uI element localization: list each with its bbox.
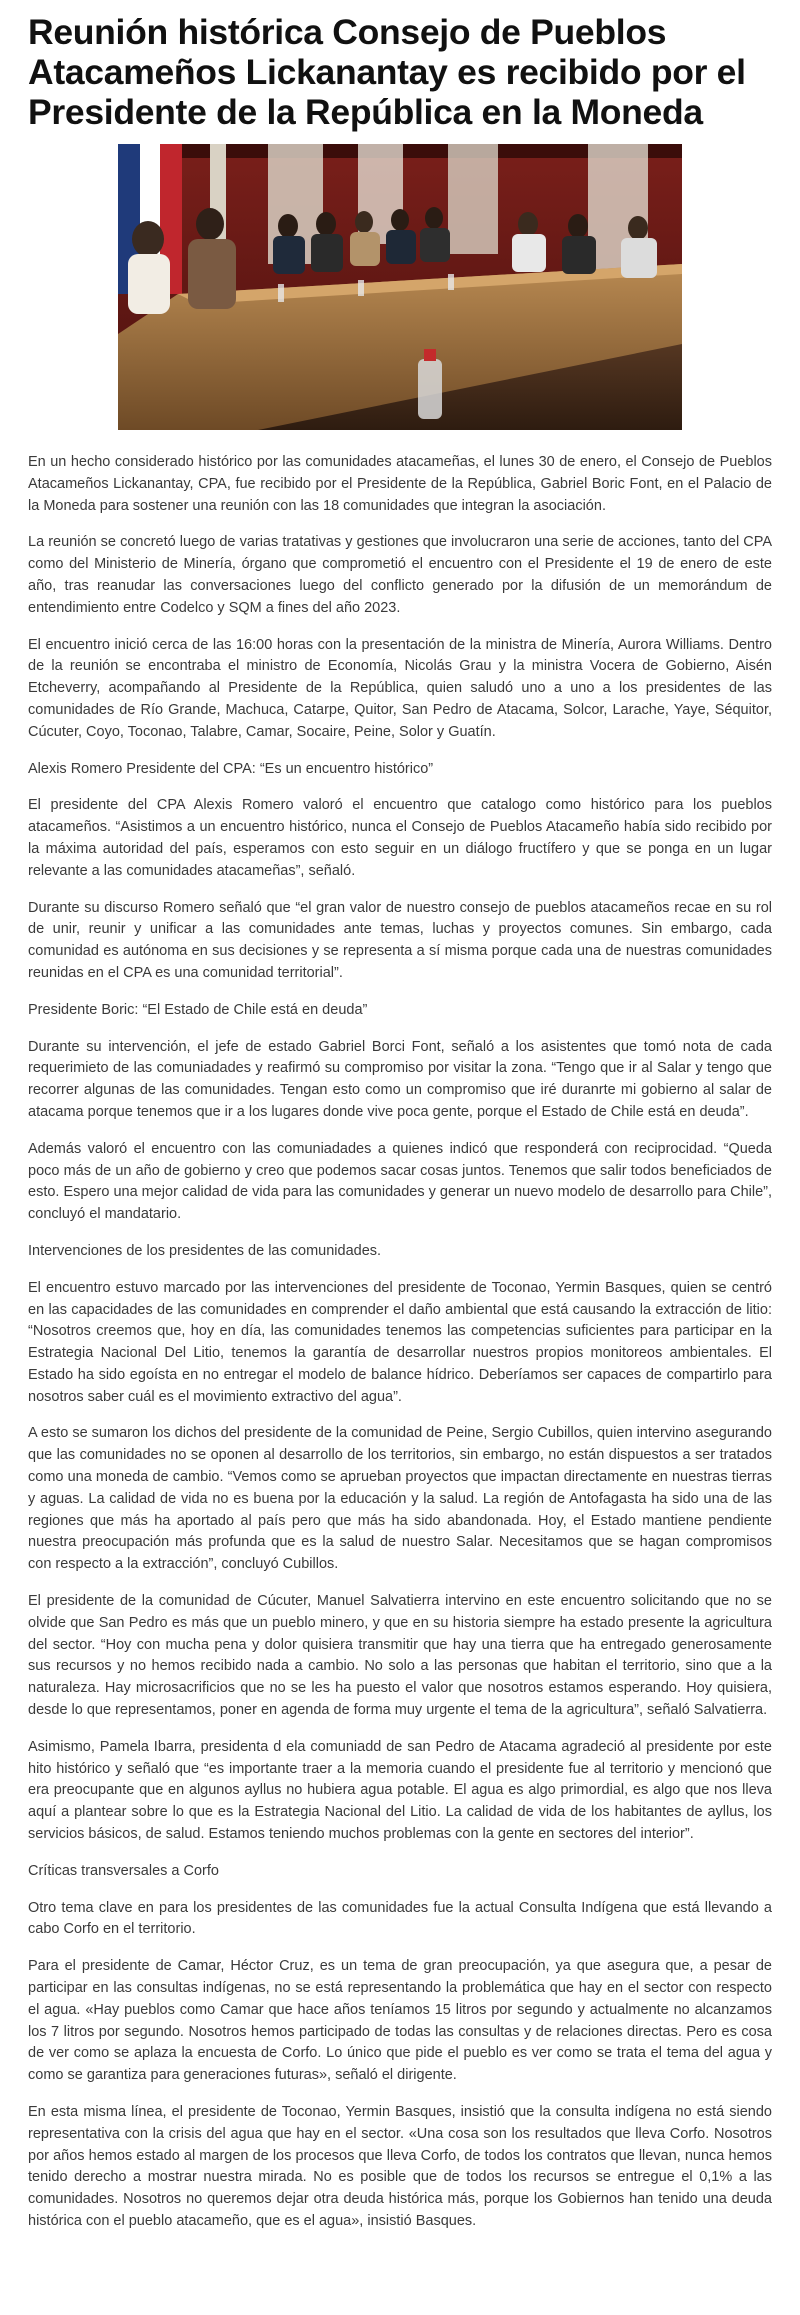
meeting-photo — [118, 144, 682, 430]
paragraph: El encuentro inició cerca de las 16:00 horas con la presentación de la ministra de Minería, Aurora Williams. Dentro de la reunión se encontraba el ministro de Economía, Nicolás Grau y la ministra Vocera de Gobierno, Aisén Etcheverry, acompañando al Presidente de la República, quien saludó uno a uno a los presidentes de las comunidades de Río Grande, Machuca, Catarpe, Quitor, San Pedro de Atacama, Solcor, Larache, Yaye, Séquitor, Cúcuter, Coyo, Toconao, Talabre, Camar, Socaire, Peine, Solor y Guatín. — [28, 636, 772, 740]
article-title: Reunión histórica Consejo de Pueblos Atacameños Lickanantay es recibido por el Presidente de la República en la Moneda — [28, 12, 746, 132]
section-heading: Alexis Romero Presidente del CPA: “Es un encuentro histórico” — [28, 760, 434, 777]
paragraph: Asimismo, Pamela Ibarra, presidenta d ela comuniadd de san Pedro de Atacama agradeció al presidente por este hito histórico y señaló que “es importante traer a la memoria cuando el presidente fue al territorio y mencionó que era preocupante que en algunos ayllus no hubiera agua potable. El agua es algo primordial, es algo que nos lleva aquí a plantear sobre lo que es la Estrategia Nacional del Litio. La calidad de vida de los habitantes de ayllus, los servicios básicos, de salud. Estamos teniendo muchos problemas con la gente en sectores del interior”. — [28, 1738, 772, 1843]
article-body — [28, 452, 772, 2233]
section-heading: Críticas transversales a Corfo — [28, 1862, 219, 1879]
paragraph: El encuentro estuvo marcado por las intervenciones del presidente de Toconao, Yermin Basques, quien se centró en las capacidades de las comunidades en comprender el daño ambiental que está causando la extracción de litio: “Nosotros creemos que, hoy en día, las comunidades tenemos las competencias suficientes para participar en la Estrategia Nacional Del Litio, tenemos la garantía de desarrollar nuestros propios monitoreos ambientales. El Estado ha sido egoísta en no entregar el modelo de balance hídrico. Deberíamos ser capaces de compartirlo para nosotros saber cuál es el movimiento extractivo del agua”. — [28, 1279, 772, 1405]
paragraph: A esto se sumaron los dichos del presidente de la comunidad de Peine, Sergio Cubillos, quien intervino asegurando que las comunidades no se oponen al desarrollo de los territorios, sin embargo, no están dispuestos a ser tratados como una moneda de cambio. “Vemos como se aprueban proyectos que impactan directamente en nuestras tierras y aguas. La calidad de vida no es buena por la educación y la salud. La región de Antofagasta ha sido una de las regiones que más ha aportado al país pero que más ha sido abandonada. Hoy, el Estado mantiene pendiente nuestra preocupación más profunda que es la salud de nuestro Salar. Necesitamos que se hagan compromisos con respecto a la extracción”, concluyó Cubillos. — [28, 1425, 772, 1573]
paragraph: Durante su intervención, el jefe de estado Gabriel Borci Font, señaló a los asistentes que tomó nota de cada requerimieto de las comuniadades y reafirmó su compromiso por visitar la zona. “Tengo que ir al Salar y tengo que recorrer algunas de las comunidades. Tengan esto como un compromiso que iré duranrte mi gobierno al salar de atacama porque tenemos que ir a los lugares donde vive poca gente, porque el Estado de Chile está en deuda”. — [28, 1038, 772, 1120]
paragraph: Además valoró el encuentro con las comuniadades a quienes indicó que responderá con reciprocidad. “Queda poco más de un año de gobierno y creo que podemos sacar cosas juntos. Tenemos que salir todos beneficiados de esto. Espero una mejor calidad de vida para las comunidades y generar un nuevo modelo de desarrollo para Chile”, concluyó el mandatario. — [28, 1140, 772, 1223]
paragraph: El presidente de la comunidad de Cúcuter, Manuel Salvatierra intervino en este encuentro solicitando que no se olvide que San Pedro es más que un pueblo minero, y que en su historia siempre ha estado presente la agricultura del sector. “Hoy con mucha pena y dolor quisiera transmitir que hay una tierra que ha entregado generosamente sus recursos y no hemos recibido nada a cambio. No solo a las personas que habitan el territorio, sino que a la naturaleza. Hay microsacrificios que no se les ha puesto el valor que nosotros estamos esperando. Hoy quisiera, desde lo que representamos, poner en agenda de forma muy urgente el tema de la agricultura”, señaló Salvatierra. — [28, 1593, 772, 1719]
paragraph: La reunión se concretó luego de varias tratativas y gestiones que involucraron una serie de acciones, tanto del CPA como del Ministerio de Minería, órgano que comprometió el encuentro con el Presidente el 19 de enero de este año, tras reanudar las conversaciones luego del conflicto generado por la difusión de un memorándum de entendimiento entre Codelco y SQM a fines del año 2023. — [28, 534, 772, 616]
section-heading: Presidente Boric: “El Estado de Chile está en deuda” — [28, 1001, 368, 1018]
paragraph: Durante su discurso Romero señaló que “el gran valor de nuestro consejo de pueblos atacameños recae en su rol de unir, reunir y unificar a las comunidades ante temas, luchas y proyectos comunes. Sin embargo, cada comunidad es autónoma en sus decisiones y se representa a sí misma porque cada una de nuestras comunidades reunidas en el CPA es una comunidad territorial”. — [28, 899, 772, 981]
paragraph: Para el presidente de Camar, Héctor Cruz, es un tema de gran preocupación, ya que asegura que, a pesar de participar en las consultas indígenas, no se está representando la problemática que hay en el sector con respecto el agua. «Hay pueblos como Camar que hace años teníamos 15 litros por segundo y actualmente no alcanzamos los 7 litros por segundo. Nosotros hemos participado de todas las consultas y de relaciones directas. Pero es cosa de ver como se aplaza la encuesta de Corfo. Lo único que pide el pueblo es ver como se trata el tema del agua y como se garantiza para generaciones futuras», señaló el dirigente. — [28, 1958, 772, 2084]
paragraph: El presidente del CPA Alexis Romero valoró el encuentro que catalogo como histórico para los pueblos atacameños. “Asistimos a un encuentro histórico, nunca el Consejo de Pueblos Atacameño había sido recibido por la máxima autoridad del país, esperamos con esto seguir en un diálogo fructífero y que se ponga en un lugar relevante a las comunidades atacameñas”, señaló. — [28, 797, 772, 879]
section-heading: Intervenciones de los presidentes de las comunidades. — [28, 1242, 382, 1259]
paragraph: En esta misma línea, el presidente de Toconao, Yermin Basques, insistió que la consulta indígena no está siendo representativa con la crisis del agua que hay en el sector. «Una cosa son los resultados que lleva Corfo. Nosotros por años hemos estado al margen de los procesos que lleva Corfo, de todos los contratos que llevan, nunca hemos tenido derecho a mostrar nuestra mirada. No es posible que de todos los recursos se entregue el 0,1% a las comunidades. Nosotros no queremos dejar otra deuda histórica más, porque los Gobiernos han tenido una deuda histórica con el pueblo atacameño, que es el agua», insistió Basques. — [28, 2104, 772, 2229]
paragraph: En un hecho considerado histórico por las comunidades atacameñas, el lunes 30 de enero, el Consejo de Pueblos Atacameños Lickanantay, CPA, fue recibido por el Presidente de la República, Gabriel Boric Font, en el Palacio de la Moneda para sostener una reunión con las 18 comunidades que integran la asociación. — [28, 454, 772, 514]
paragraph: Otro tema clave en para los presidentes de las comunidades fue la actual Consulta Indígena que está llevando a cabo Corfo en el territorio. — [28, 1899, 772, 1938]
